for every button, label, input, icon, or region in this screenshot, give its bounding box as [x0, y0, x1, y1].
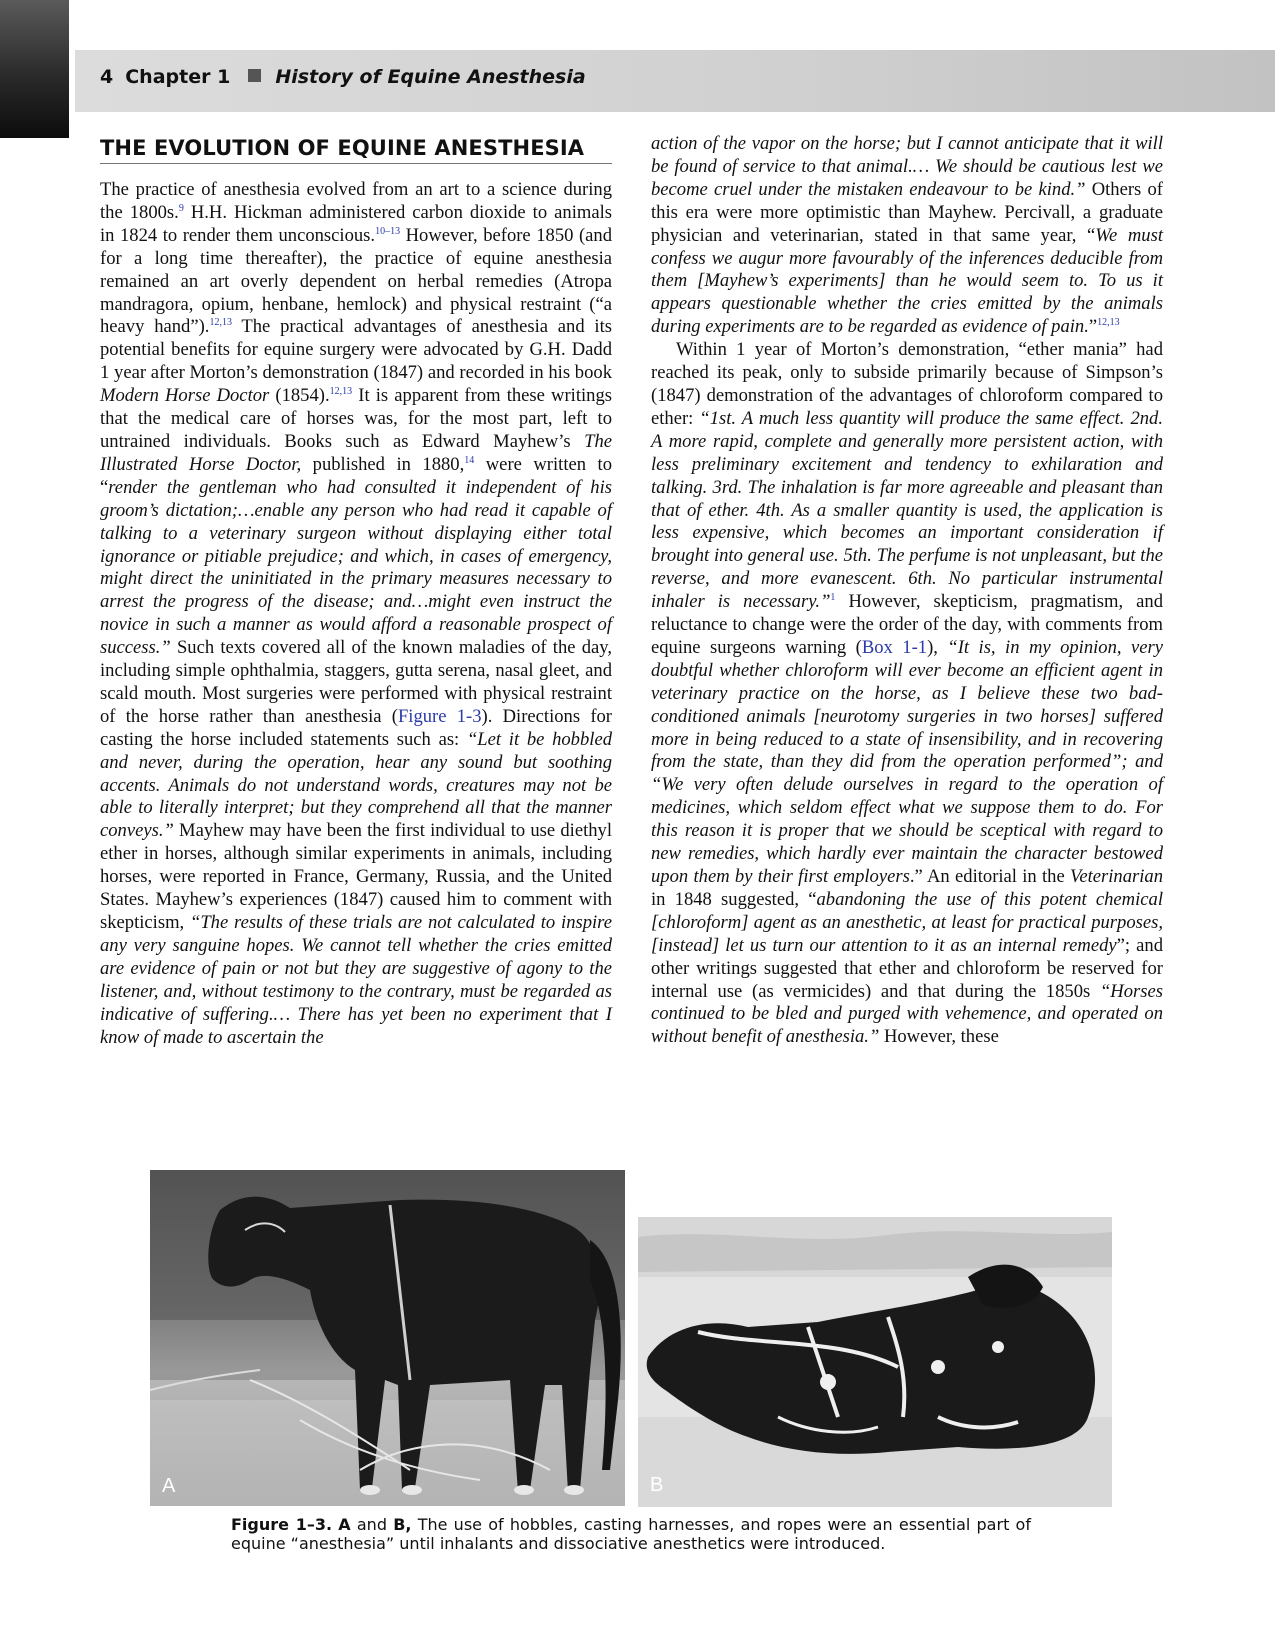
cast-horse-photo — [638, 1217, 1112, 1507]
chapter-title: History of Equine Anesthesia — [275, 66, 586, 88]
citation[interactable]: 12,13 — [209, 317, 232, 329]
figure-panel-a-photo — [150, 1170, 625, 1506]
caption-text: The use of hobbles, casting harnesses, and ropes were an essential part of equine “anesthesia” until inhalants and dissociative anesthetics were introduced. — [231, 1515, 1031, 1553]
figure-number: Figure 1–3. — [231, 1515, 333, 1534]
journal-title: Veterinarian — [1070, 866, 1163, 887]
separator-square-icon — [248, 69, 261, 82]
book-title: The Illustrated Horse Doctor, — [100, 430, 612, 475]
citation[interactable]: 14 — [464, 454, 475, 466]
chapter-label: Chapter 1 — [125, 66, 231, 88]
quotation: action of the vapor on the horse; but I cannot anticipate that it will be found of service to that animal.… We should be cautious lest we become cruel under the mistaken endeavour to be kind.” — [651, 133, 1163, 200]
section-title: THE EVOLUTION OF EQUINE ANESTHESIA — [100, 136, 612, 164]
panel-b-label: B — [650, 1474, 664, 1496]
figure-panel-b-photo — [638, 1217, 1112, 1507]
figure-link[interactable]: Figure 1-3 — [397, 705, 482, 727]
citation[interactable]: 9 — [178, 202, 184, 214]
page-number: 4 — [100, 66, 114, 88]
body-column-right — [651, 133, 1163, 1049]
quotation: “Horses continued to be bled and purged with vehemence, and operated on without benefit of anesthesia.” — [651, 980, 1163, 1048]
corner-tab — [0, 0, 69, 138]
quotation: “Let it be hobbled and never, during the operation, hear any sound but soothing accents. Animals do not understand words, creatures may not be able to literally interpret; but they comprehend all that the manner conveys.” — [100, 728, 612, 842]
citation[interactable]: 10–13 — [375, 225, 401, 237]
quotation: “The results of these trials are not calculated to inspire any very sanguine hopes. We cannot tell whether the cries emitted are evidence of pain or not but they are suggestive of agony to the listener, and, without testimony to the contrary, must be regarded as indicative of suffering.… There has yet been no experiment that I know of made to ascertain the — [100, 912, 612, 1048]
paragraph: Within 1 year of Morton’s demonstration, “ether mania” had reached its peak, only to subside primarily because of Simpson’s (1847) demonstration of the advantages of chloroform compared to ether: “1st. A much less quantity will produce the same effect. 2nd. A more rapid, complete and generally more persistent action, with less preliminary excitement and tendency to exhilaration and talking. 3rd. The inhalation is far more agreeable and pleasant than that of ether. 4th. As a smaller quantity is used, the application is less expensive, which becomes an important consideration if brought into general use. 5th. The perfume is not unpleasant, but the reverse, and more evanescent. 6th. No particular instrumental inhaler is necessary.”$^1$ However, skepticism, pragmatism, and reluctance to change were the order of the day, with comments from equine surgeons warning (Box 1-1), “It is, in my opinion, very doubtful whether chloroform will ever become an efficient agent in veterinary practice on the horse, as I believe these two bad-conditioned animals [neurotomy surgeries in two horses] suffered more in being reduced to a state of insensibility, and in recovering from the state, than they did from the operation performed”; and “We very often delude ourselves in regard to the operation of medicines, which seldom effect what we suppose them to do. For this reason it is proper that we should be sceptical with regard to new remedies, which hardly ever maintain the character bestowed upon them by their first employers.” An editorial in the Veterinarian in 1848 suggested, “abandoning the use of this potent chemical [chloroform] agent as an anesthetic, at least for practical purposes, [instead] let us turn our attention to it as an internal remedy”; and other writings suggested that ether and chloroform be reserved for internal use (as vermicides) and that during the 1850s “Horses continued to be bled and purged with vehemence, and operated on without benefit of anesthesia.” However, these — [651, 339, 1163, 1048]
panel-a-label: A — [162, 1475, 176, 1497]
standing-hobbled-horse-photo — [150, 1170, 625, 1506]
citation[interactable]: 12,13 — [329, 386, 353, 398]
quotation: We must confess we augur more favourably of the inferences deducible from them [Mayhew’s experiments] than he would seem to. To us it appears questionable whether the cries emitted by the animals during experiments are to be regarded as evidence of pain. — [651, 224, 1164, 338]
citation[interactable]: 12,13 — [1097, 317, 1120, 329]
quotation: render the gentleman who had consulted it independent of his groom’s dictation;…enable any person who had read it capable of talking to a veterinary surgeon without displaying either total ignorance or pitiable prejudice; and which, in cases of emergency, might direct the uninitiated in the primary measures necessary to arrest the progress of the disease; and…might even instruct the novice in such a manner as would afford a reasonable prospect of success.” — [100, 476, 612, 659]
paragraph: action of the vapor on the horse; but I cannot anticipate that it will be found of service to that animal.… We should be cautious lest we become cruel under the mistaken endeavour to be kind.” Others of this era were more optimistic than Mayhew. Percivall, a graduate physician and veterinarian, stated in that same year, “We must confess we augur more favourably of the inferences deducible from them [Mayhew’s experiments] than he would seem to. To us it appears questionable whether the cries emitted by the animals during experiments are to be regarded as evidence of pain.”$^{12,13}$ — [651, 133, 1164, 338]
book-title: Modern Horse Doctor — [100, 385, 270, 407]
running-header — [100, 66, 586, 88]
body-column-left — [100, 179, 612, 1049]
citation[interactable]: 1 — [830, 592, 836, 604]
quotation: “1st. A much less quantity will produce the same effect. 2nd. A more rapid, complete and generally more persistent action, with less preliminary excitement and tendency to exhilaration and talking. 3rd. The inhalation is far more agreeable and pleasant than that of ether. 4th. As a smaller quantity is used, the application is less expensive, which becomes an important consideration if brought into general use. 5th. The perfume is not unpleasant, but the reverse, and more evanescent. 6th. No particular instrumental inhaler is necessary.” — [651, 407, 1163, 613]
quotation: abandoning the use of this potent chemical [chloroform] agent as an anesthetic, at least for practical purposes, [instead] let us turn our attention to it as an internal remedy — [651, 888, 1163, 956]
quotation: “It is, in my opinion, very doubtful whether chloroform will ever become an efficient agent in veterinary practice on the horse, as I believe these two bad-conditioned animals [neurotomy surgeries in two horses] suffered more in being reduced to a state of insensibility, and in recovering from the state, than they did from the operation performed”; and “We very often delude ourselves in regard to the operation of medicines, which seldom effect what we suppose them to do. For this reason it is proper that we should be sceptical with regard to new remedies, which hardly ever maintain the character bestowed upon them by their first employers — [651, 636, 1163, 887]
figure-caption: Figure 1–3. A and B, The use of hobbles, casting harnesses, and ropes were an essential part of equine “anesthesia” until inhalants and dissociative anesthetics were introduced. — [231, 1515, 1031, 1553]
box-link[interactable]: Box 1-1 — [861, 636, 928, 658]
paragraph: The practice of anesthesia evolved from an art to a science during the 1800s.$^9$ H.H. Hickman administered carbon dioxide to animals in 1824 to render them unconscious.$^{10-13}$ However, before 1850 (and for a long time thereafter), the practice of equine anesthesia remained an art overly dependent on herbal remedies (Atropa mandragora, opium, henbane, hemlock) and physical restraint (“a heavy hand”).$^{12,13}$ The practical advantages of anesthesia and its potential benefits for equine surgery were advocated by G.H. Dadd 1 year after Morton’s demonstration (1847) and recorded in his book Modern Horse Doctor (1854).$^{12,13}$ It is apparent from these writings that the medical care of horses was, for the most part, left to untrained individuals. Books such as Edward Mayhew’s The Illustrated Horse Doctor, published in 1880,14 were written to “render the gentleman who had consulted it independent of his groom’s dictation;…enable any person who had read it capable of talking to a veterinary surgeon without displaying either total ignorance or pitiable prejudice; and which, in cases of emergency, might direct the uninitiated in the primary measures necessary to arrest the progress of the disease; and…might even instruct the novice in such a manner as would afford a reasonable prospect of success.” Such texts covered all of the known maladies of the day, including simple ophthalmia, staggers, gutta serena, nasal gleet, and scald mouth. Most surgeries were performed with physical restraint of the horse rather than anesthesia (Figure 1-3). Directions for casting the horse included statements such as: “Let it be hobbled and never, during the operation, hear any sound but soothing accents. Animals do not understand words, creatures may not be able to literally interpret; but they comprehend all that the manner conveys.” Mayhew may have been the first individual to use diethyl ether in horses, although similar experiments in animals, including horses, were reported in France, Germany, Russia, and the United States. Mayhew’s experiences (1847) caused him to comment with skepticism, “The results of these trials are not calculated to inspire any very sanguine hopes. We cannot tell whether the cries emitted are evidence of pain or not but they are suggestive of agony to the listener, and, without testimony to the contrary, must be regarded as indicative of suffering.… There has yet been no experiment that I know of made to ascertain the — [100, 179, 613, 1048]
